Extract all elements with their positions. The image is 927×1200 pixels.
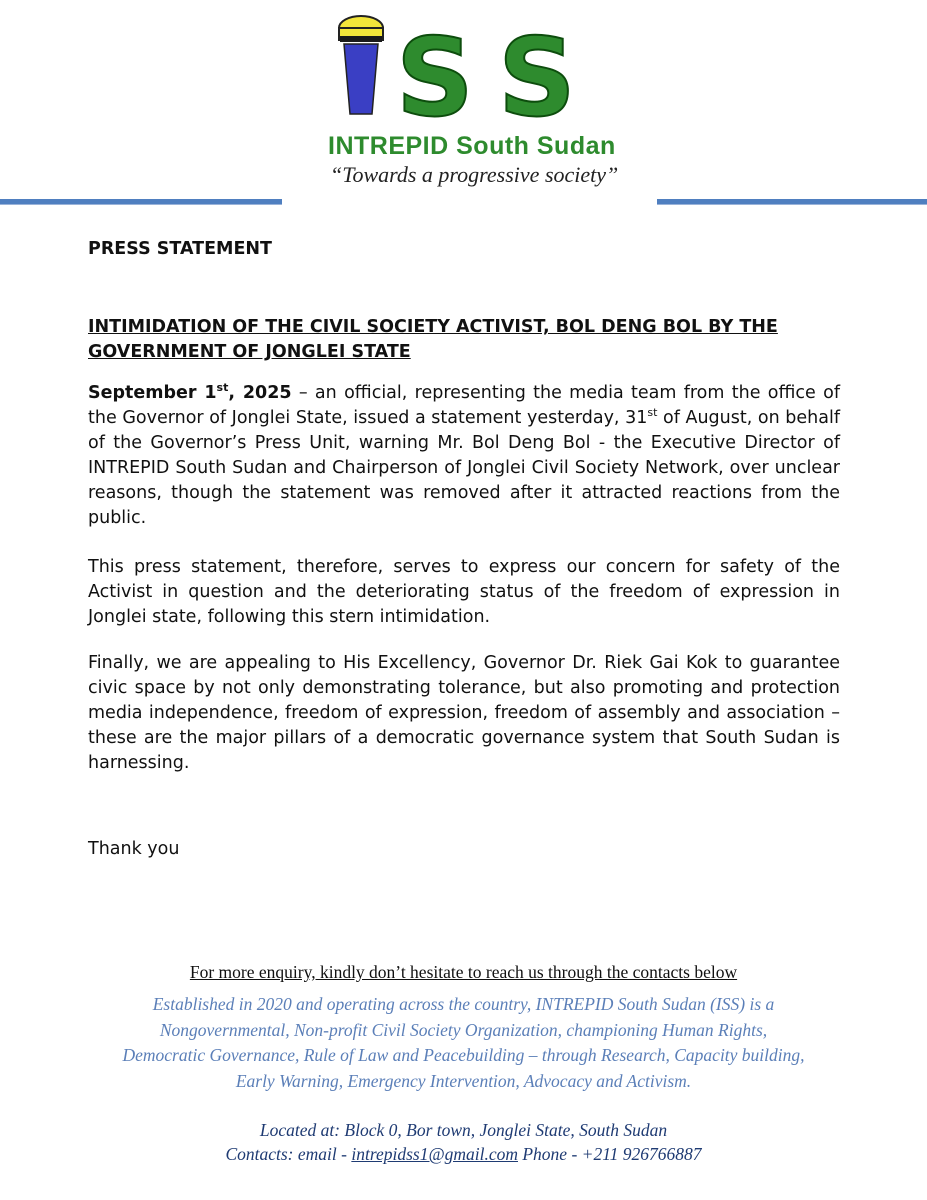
enquiry-note: For more enquiry, kindly don’t hesitate to reach us through the contacts below <box>189 962 738 982</box>
paragraph-3: Finally, we are appealing to His Excellency, Governor Dr. Riek Gai Kok to guarantee civic space by not only demonstrating tolerance, but also promoting and protection media independence, freedom of expression, freedom of assembly and association – these are the major pillars of a democratic governance system that South Sudan is harnessing. <box>88 653 840 773</box>
header-divider-left <box>0 199 282 205</box>
document-heading: PRESS STATEMENT <box>88 239 272 259</box>
tagline: “Towards a progressive society” <box>330 162 619 187</box>
about-organization: Established in 2020 and operating across the country, INTREPID South Sudan (ISS) is a Nongovernmental, Non-profit Civil Society Organization, championing Human Rights, Democratic Governance, Rule of Law and Peacebuilding – through Research, Capacity building, Early Warning, Emergency Intervention, Advocacy and Activism. <box>122 994 805 1091</box>
date: September 1st, 2025 <box>88 381 292 403</box>
svg-text:S: S <box>396 16 474 132</box>
address: Located at: Block 0, Bor town, Jonglei State, South Sudan <box>259 1120 668 1140</box>
paragraph-1: September 1st, 2025 – an official, representing the media team from the office of the Governor of Jonglei State, issued a statement yesterday, 31st of August, on behalf of the Governor’s Press Unit, warning Mr. Bol Deng Bol - the Executive Director of INTREPID South Sudan and Chairperson of Jonglei Civil Society Network, over unclear reasons, though the statement was removed after it attracted reactions from the public. <box>88 381 841 528</box>
email-link[interactable]: intrepidss1@gmail.com <box>351 1144 518 1164</box>
svg-text:S: S <box>498 16 576 132</box>
microphone-icon <box>339 16 383 114</box>
logo <box>318 12 619 187</box>
org-name: INTREPID South Sudan <box>328 132 616 160</box>
contacts: Contacts: email - intrepidss1@gmail.com Phone - +211 926766887 <box>225 1144 702 1164</box>
closing: Thank you <box>88 839 180 859</box>
document-title: INTIMIDATION OF THE CIVIL SOCIETY ACTIVIST, BOL DENG BOL BY THE GOVERNMENT OF JONGLEI STATE <box>88 317 778 362</box>
logo-graphic <box>318 12 608 132</box>
header-divider-right <box>657 199 927 205</box>
paragraph-2: This press statement, therefore, serves to express our concern for safety of the Activist in question and the deteriorating status of the freedom of expression in Jonglei state, following this stern intimidation. <box>88 557 840 627</box>
